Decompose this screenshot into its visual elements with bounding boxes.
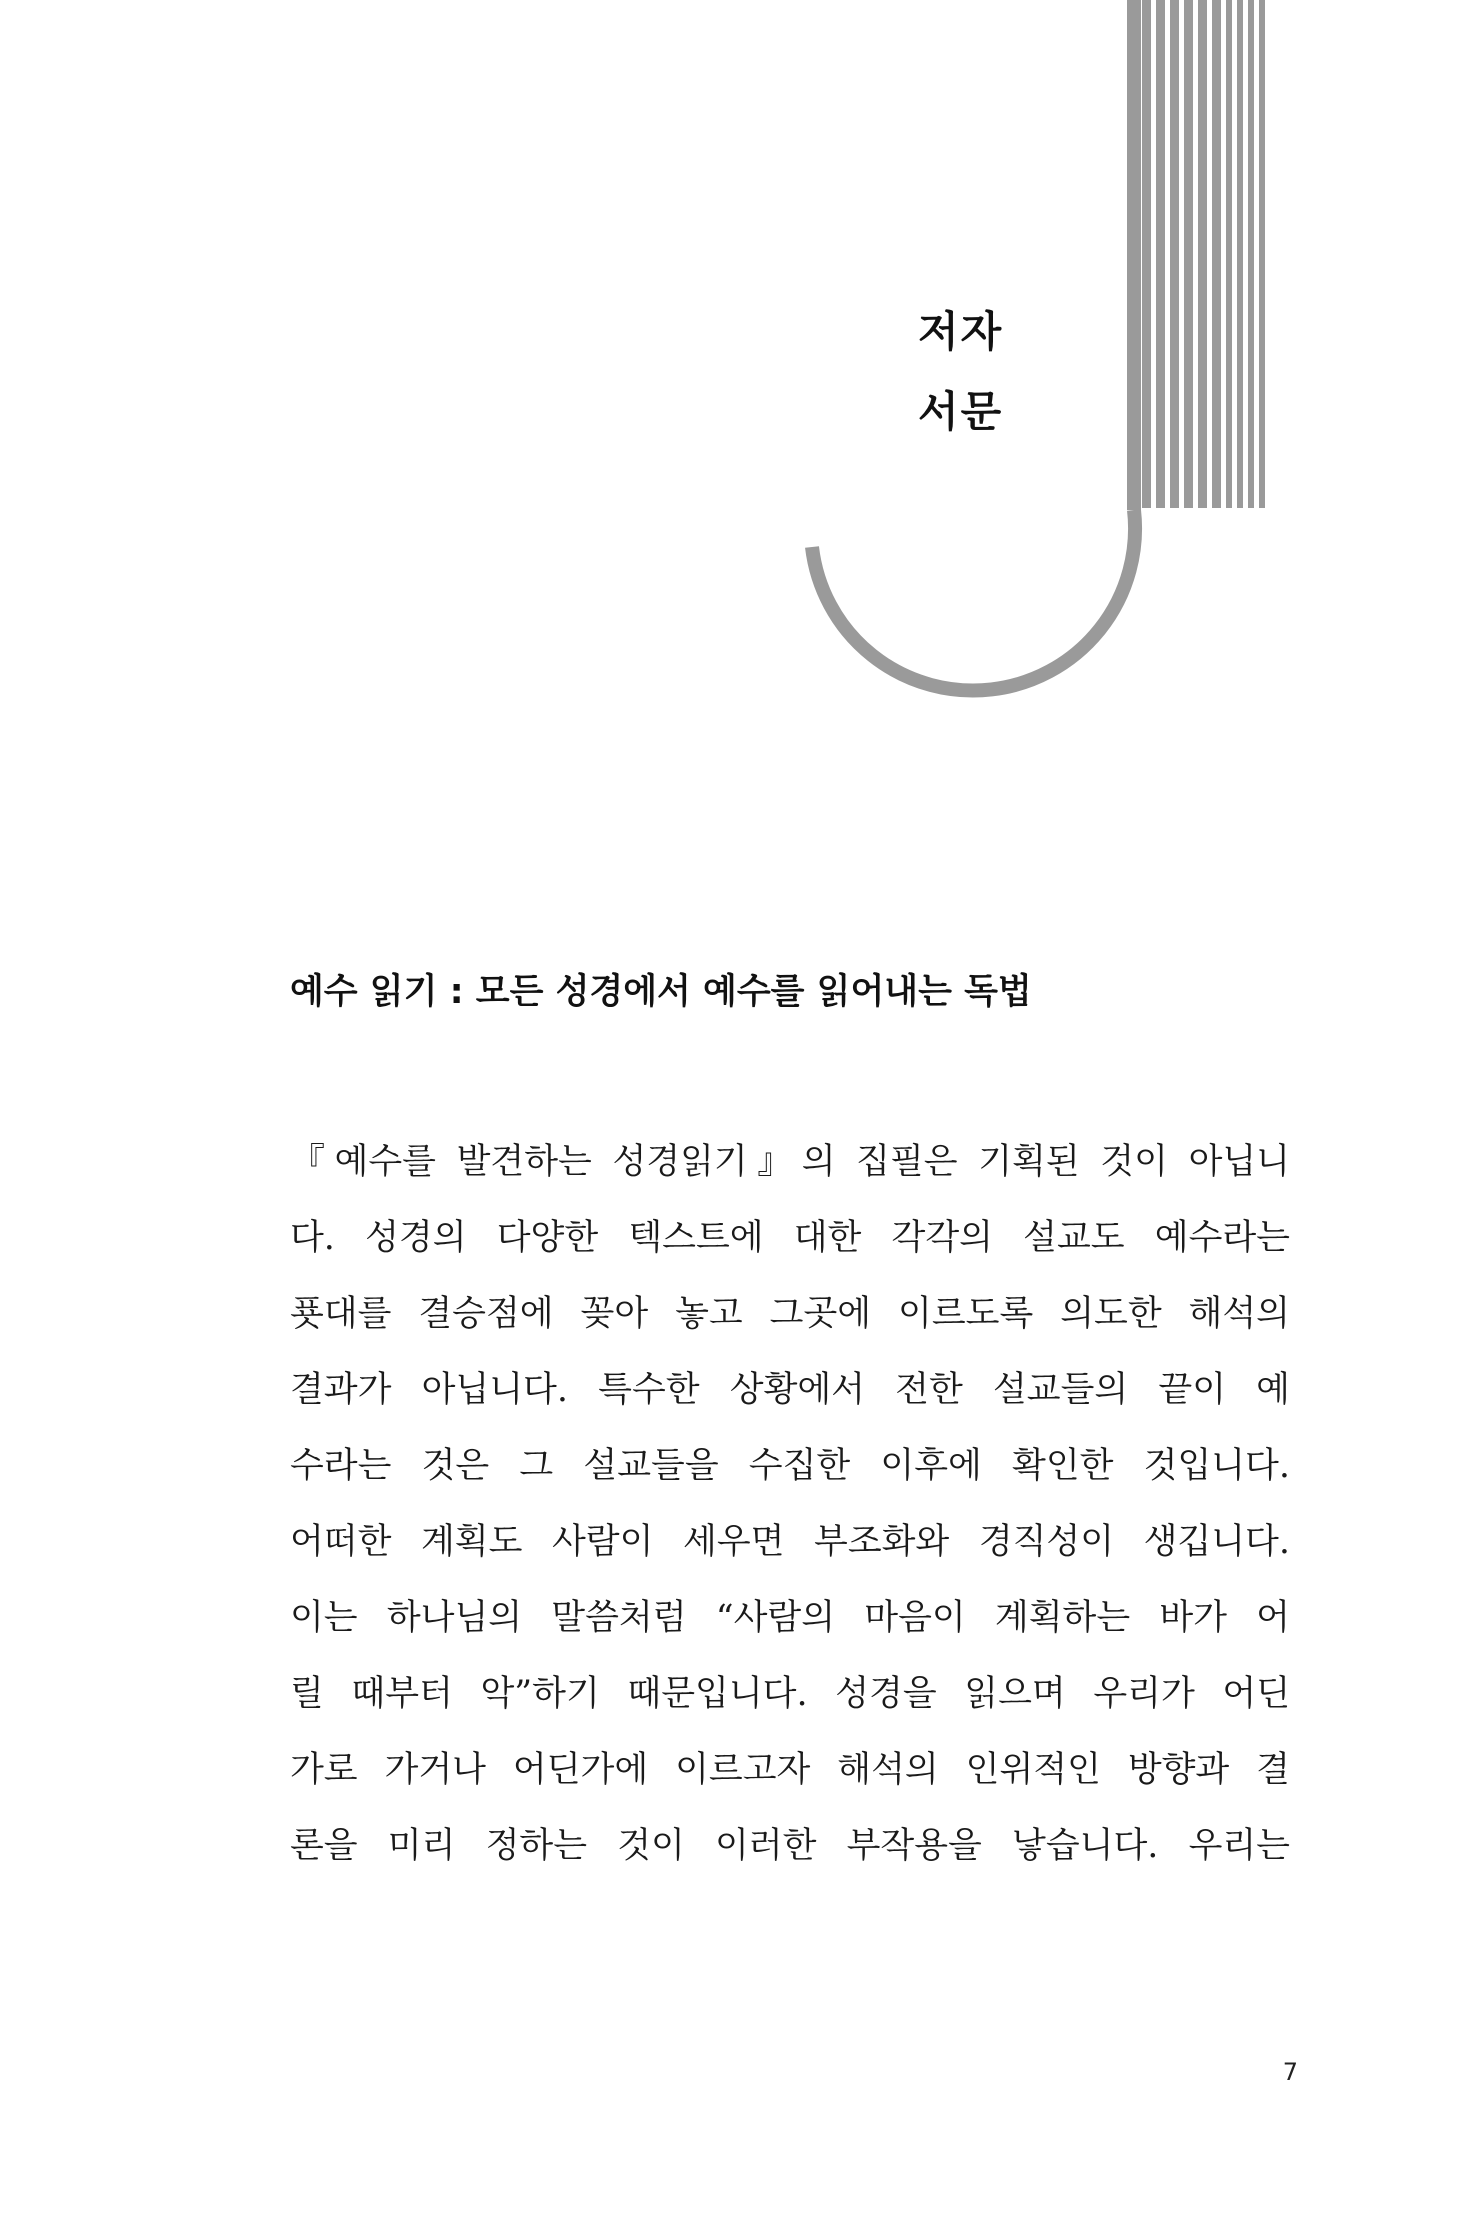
body-line: 어떠한 계획도 사람이 세우면 부조화와 경직성이 생깁니다.: [290, 1522, 1290, 1562]
stripe: [1198, 0, 1207, 508]
body-line: 가로 가거나 어딘가에 이르고자 해석의 인위적인 방향과 결: [290, 1750, 1290, 1790]
body-line: 결과가 아닙니다. 특수한 상황에서 전한 설교들의 끝이 예: [290, 1370, 1290, 1410]
chapter-title: [918, 292, 1078, 452]
body-line: 다. 성경의 다양한 텍스트에 대한 각각의 설교도 예수라는: [290, 1218, 1290, 1258]
chapter-arc: [812, 510, 1135, 691]
vertical-stripes: [1142, 0, 1265, 508]
stripe: [1237, 0, 1243, 508]
stripe: [1156, 0, 1165, 508]
chapter-title-line2: 서문: [918, 387, 1004, 436]
page-number: 7: [1282, 2058, 1298, 2086]
stripe: [1248, 0, 1254, 508]
stripe: [1184, 0, 1193, 508]
stripe: [1170, 0, 1179, 508]
chapter-title-line1: 저자: [918, 307, 1004, 356]
body-line: 릴 때부터 악”하기 때문입니다. 성경을 읽으며 우리가 어딘: [290, 1674, 1290, 1714]
body-line: 푯대를 결승점에 꽂아 놓고 그곳에 이르도록 의도한 해석의: [290, 1294, 1290, 1334]
body-line: 이는 하나님의 말씀처럼 “사람의 마음이 계획하는 바가 어: [290, 1598, 1290, 1638]
stripe: [1142, 0, 1151, 508]
stripe: [1226, 0, 1232, 508]
section-heading: 예수 읽기 : 모든 성경에서 예수를 읽어내는 독법: [290, 972, 1032, 1012]
stripe: [1212, 0, 1221, 508]
body-line: 『예수를 발견하는 성경읽기』의 집필은 기획된 것이 아닙니: [290, 1142, 1290, 1182]
stripe: [1259, 0, 1265, 508]
body-line: 론을 미리 정하는 것이 이러한 부작용을 낳습니다. 우리는: [290, 1826, 1290, 1866]
body-text: [290, 1124, 1290, 1884]
body-line: 수라는 것은 그 설교들을 수집한 이후에 확인한 것입니다.: [290, 1446, 1290, 1486]
